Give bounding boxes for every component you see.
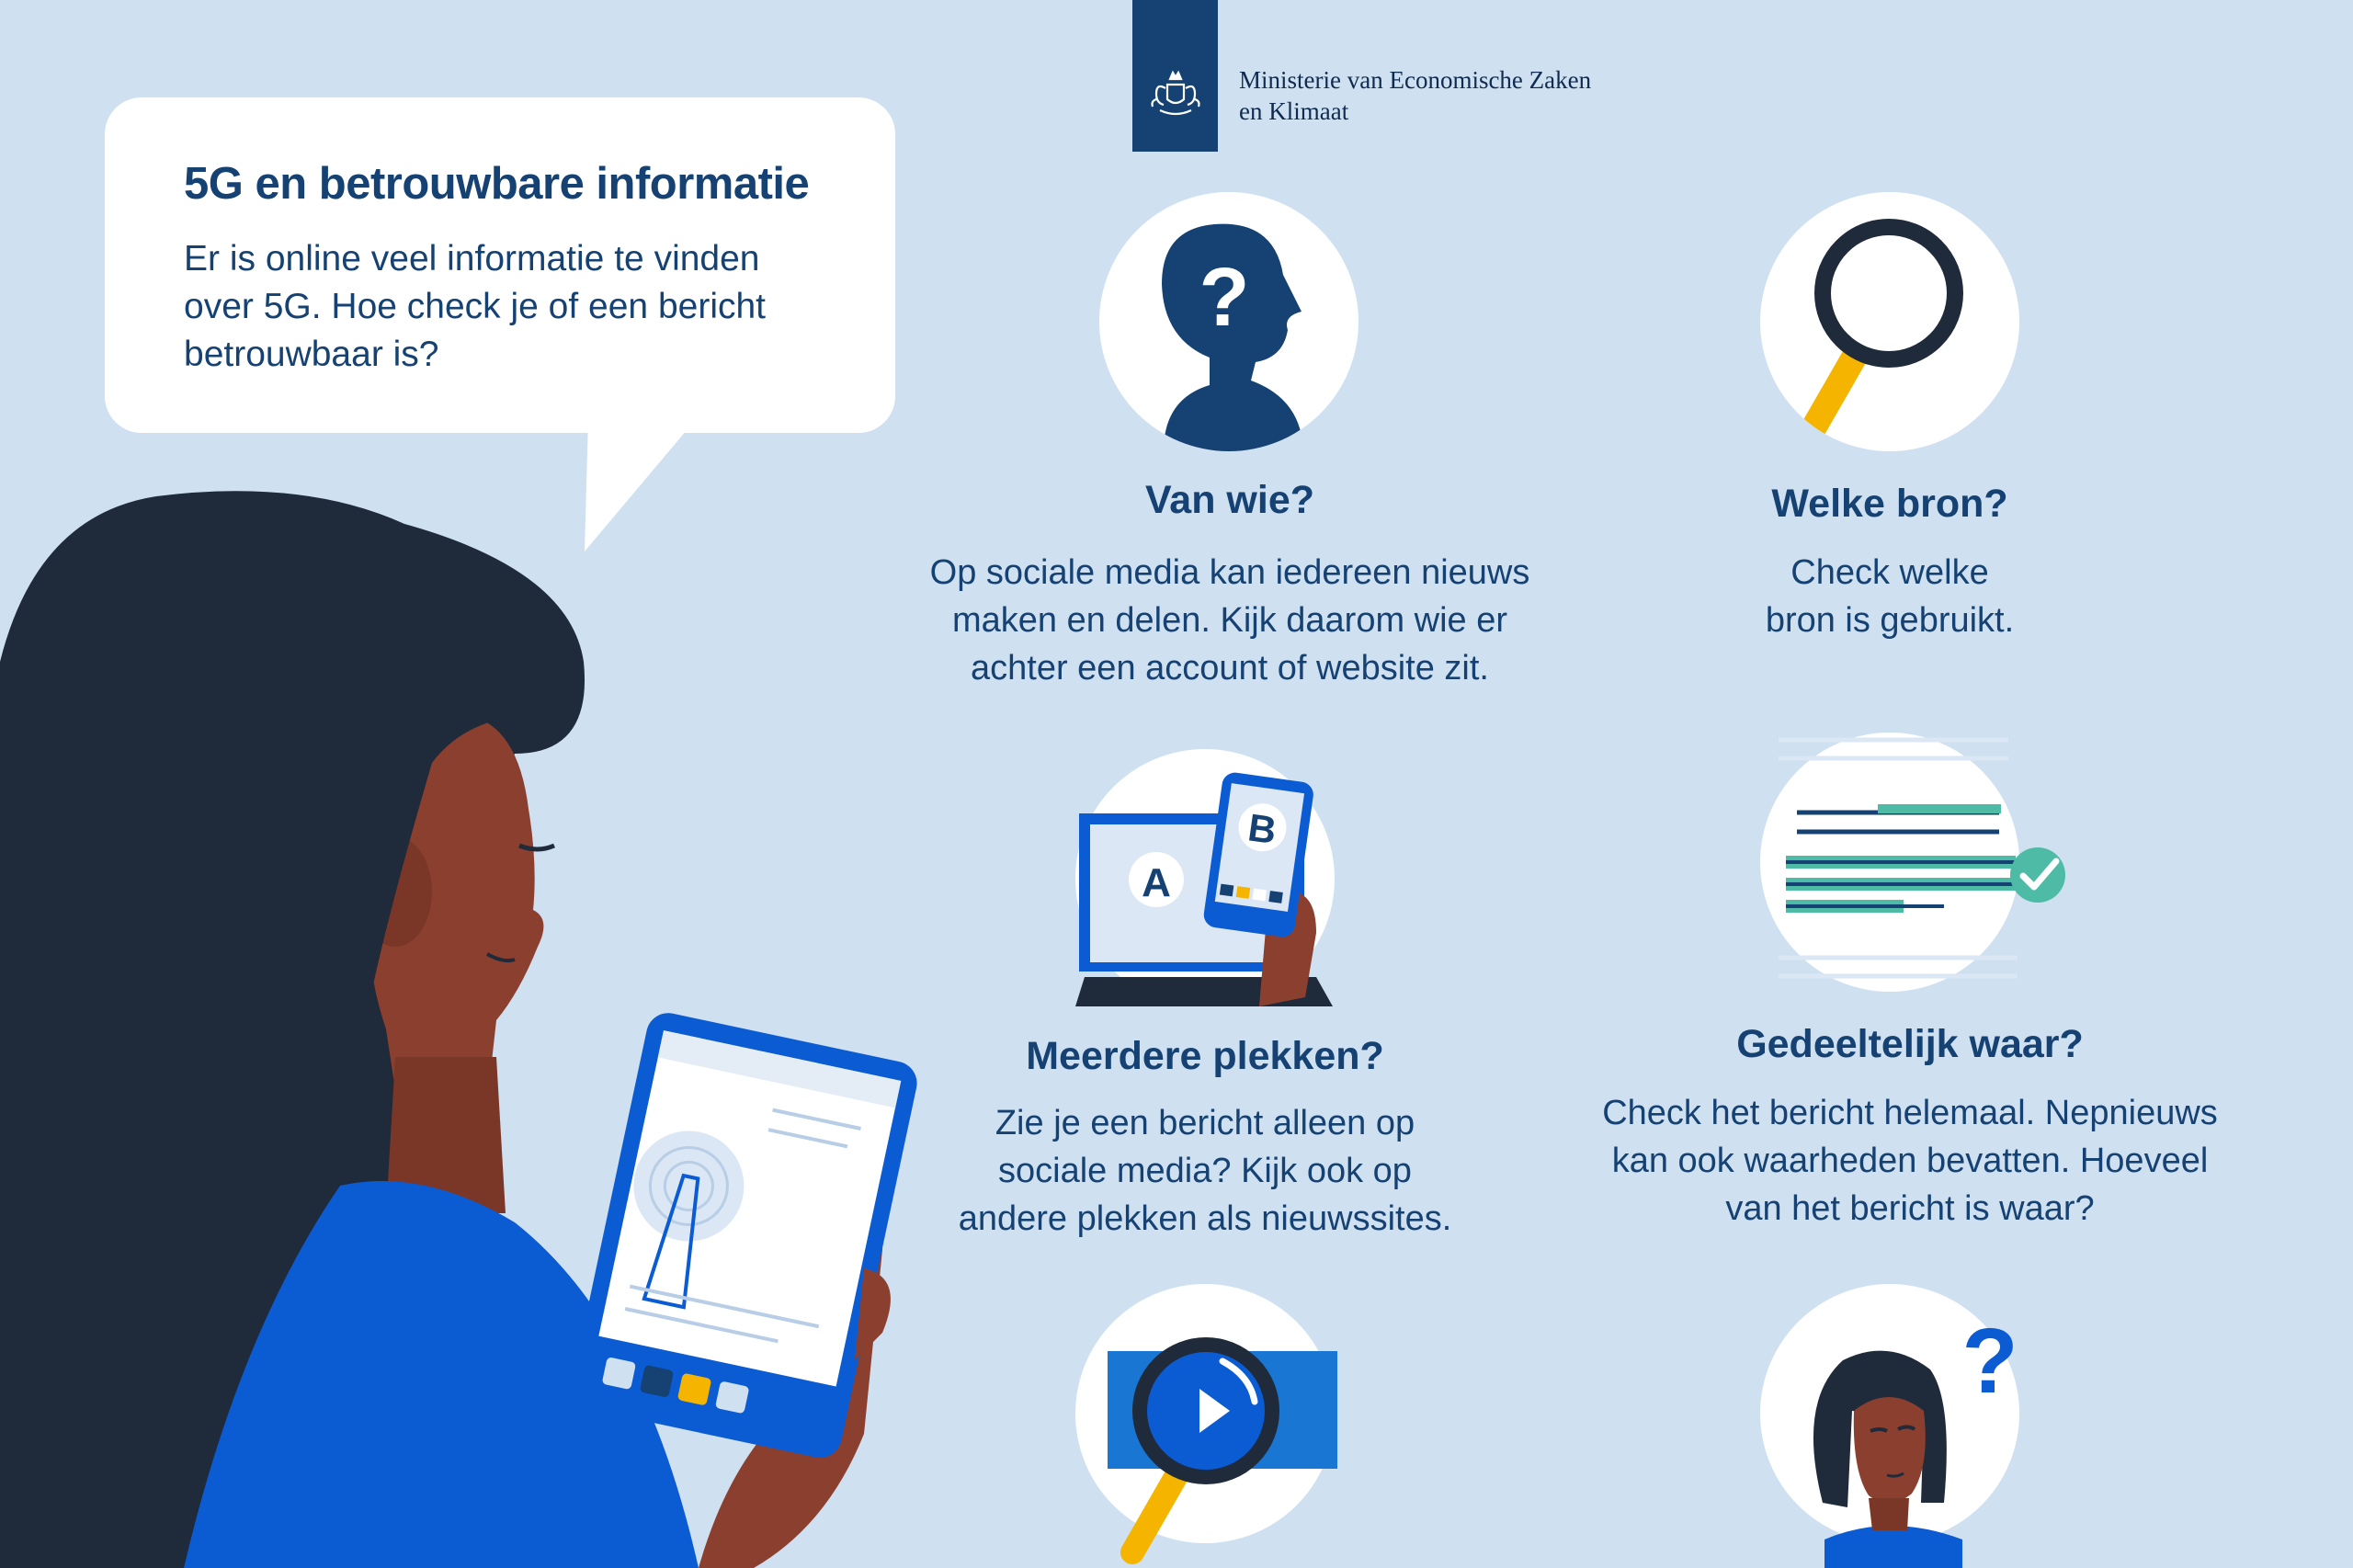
tip-text-line: andere plekken als nieuwssites.: [958, 1199, 1452, 1238]
tip-welke-bron-title: Welke bron?: [1771, 482, 2008, 526]
tip-video-icon: [1075, 1284, 1351, 1568]
government-logo: [1132, 0, 1218, 152]
tip-gedeeltelijk-waar-text: [1602, 1089, 2218, 1233]
tip-van-wie-title: Van wie?: [1144, 478, 1315, 522]
tip-van-wie-icon-circle: [1099, 192, 1358, 451]
svg-text:?: ?: [1199, 252, 1250, 344]
woman-question-icon: [1760, 1282, 2036, 1568]
tip-text-line: achter een account of website zit.: [971, 649, 1489, 687]
ministry-name-line2: en Klimaat: [1239, 97, 1349, 125]
person-question-icon: [1099, 192, 1358, 451]
tip-text-line: sociale media? Kijk ook op: [998, 1152, 1412, 1190]
document-check-icon: [1760, 733, 2073, 994]
coat-of-arms-icon: [1132, 0, 1218, 152]
svg-text:?: ?: [1961, 1310, 2018, 1413]
tip-welke-bron-text: [1766, 549, 2014, 644]
intro-title: 5G en betrouwbare informatie: [184, 159, 810, 209]
tip-gedeeltelijk-waar-title: Gedeeltelijk waar?: [1736, 1022, 2084, 1066]
tip-text-line: kan ook waarheden bevatten. Hoeveel: [1611, 1142, 2209, 1180]
video-magnifier-icon: [1075, 1284, 1351, 1568]
tip-twijfel-icon: [1760, 1282, 2036, 1568]
tip-text-line: Check welke: [1790, 553, 1989, 592]
ministry-name-line1: Ministerie van Economische Zaken: [1239, 66, 1592, 94]
intro-body-line: over 5G. Hoe check je of een bericht: [184, 287, 767, 326]
tip-gedeeltelijk-waar-icon: [1760, 733, 2073, 994]
tip-welke-bron-icon-circle: [1760, 192, 2019, 451]
tip-meerdere-plekken-text: [959, 1099, 1452, 1243]
tip-text-line: bron is gebruikt.: [1765, 601, 2015, 640]
ministry-name: [1239, 64, 1591, 127]
speech-bubble-tail: [585, 418, 697, 551]
tip-text-line: Zie je een bericht alleen op: [995, 1104, 1415, 1142]
tip-text-line: maken en delen. Kijk daarom wie er: [951, 601, 1508, 640]
tip-van-wie-text: [930, 549, 1530, 692]
tip-text-line: Op sociale media kan iedereen nieuws: [929, 553, 1530, 592]
tip-text-line: Check het bericht helemaal. Nepnieuws: [1602, 1094, 2218, 1132]
tip-meerdere-plekken-icon: [1075, 749, 1351, 1006]
laptop-phone-ab-icon: [1075, 749, 1351, 1006]
magnifier-icon: [1760, 192, 2019, 451]
intro-body-line: betrouwbaar is?: [184, 335, 439, 374]
intro-body: [184, 235, 827, 379]
tip-text-line: van het bericht is waar?: [1725, 1189, 2095, 1228]
label-b: B: [1245, 805, 1279, 853]
intro-body-line: Er is online veel informatie te vinden: [184, 239, 760, 278]
tip-meerdere-plekken-title: Meerdere plekken?: [1026, 1034, 1384, 1078]
label-a: A: [1142, 860, 1171, 905]
